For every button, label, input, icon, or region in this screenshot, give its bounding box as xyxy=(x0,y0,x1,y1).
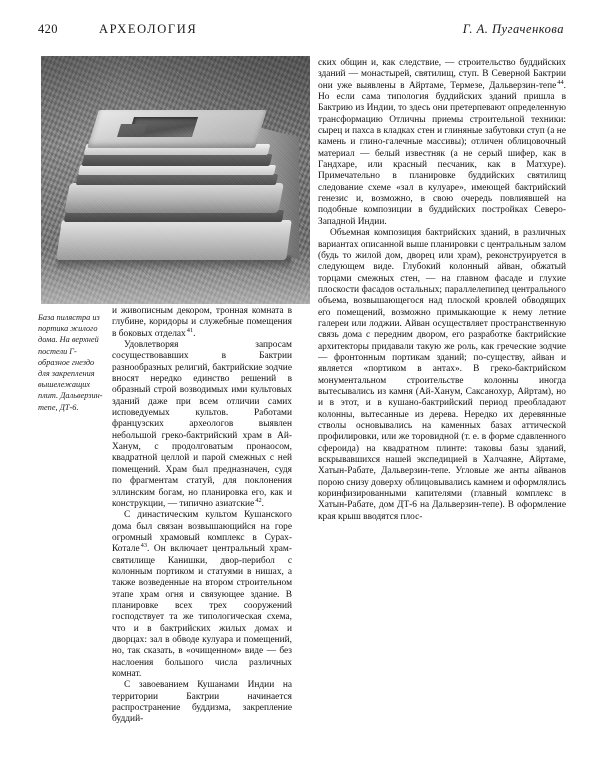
paragraph-text: Удовлетворяя запросам сосуществовавших в Бактрии разнообразных религий, бактрийские зодчие вносят нередко единство решений в образный строй возводимых ими культовых зданий даже при всем отличии самих исповедуемых культов. Работами французских археологов выявлен небольшой греко-бактрийский храм в Ай-Ханум, с продолговатым пронаосом, квадратной целлой и парой смежных с ней помещений. Храм был предназначен, судя по фрагментам статуй, для поклонения эллинским богам, но планировка его, как и конструкции, — типично азиатские xyxy=(112,340,292,509)
text-column-left xyxy=(112,306,292,726)
paragraph-tail: . xyxy=(261,498,264,509)
paragraph xyxy=(112,680,292,725)
paragraph-text: Объемная композиция бактрийских зданий, в различных вариантах описанной выше планировки с центральным залом (будь то жилой дом, дворец или храм), реконструируется в следующем виде. Глубокий колонный айван, обжатый торцами смежных стен, — на главном фасаде и глухие плоскости фасадов остальных; параллелепипед центрального объема, возвышающегося над плоской кровлей обводящих его помещений, возможно примыкающие к нему летние галереи или лоджии. Айван осуществляет пространственную связь дома с передним двором, его разработке бактрийские архитекторы придавали такую же роль, как греческие зодчие — фронтонным портикам зданий; по-существу, айван и является «портиком в антах». В греко-бактрийском монументальном строительстве колонны иногда вытесывались из камня (Ай-Ханум, Саксанохур, Айртам), но и в этот, и в кушано-бактрийский период преобладают колонны, вытесанные из дерева. Нередко их деревянные стволы основывались на каменных базах аттической профилировки, или же торовидной (т. е. в форме сдавленного сфероида) на квадратном плинте: таковы базы зданий, вскрывавшихся нашей экспедицией в Халчаяне, Айртаме, Хатын-Рабате, Дальверзин-тепе. Угловые же анты айванов порою снизу доверху облицовывались камнем и оформлялись коринфизированными капителями (главный комплекс в Хатын-Рабате, дом ДТ-6 на Дальверзин-тепе). В оформление края крыш вводятся плос- xyxy=(318,228,566,522)
section-title: АРХЕОЛОГИЯ xyxy=(99,22,198,36)
footnote-marker: 41 xyxy=(186,326,194,334)
footnote-marker: 43 xyxy=(140,542,148,550)
paragraph-text: ских общин и, как следствие, — строительство буддийских зданий — монастырей, святилищ, ступ. В Северной Бактрии они уже выявлены в Айртаме, Термезе, Дальверзин-тепе xyxy=(318,58,566,91)
figure-photograph xyxy=(41,56,310,304)
author-name: Г. А. Пугаченкова xyxy=(462,22,564,36)
paragraph xyxy=(112,306,292,340)
text-column-right xyxy=(318,58,566,523)
page-number: 420 xyxy=(38,22,58,36)
paragraph-tail: . Но если сама типология буддийских зданий пришла в Бактрию из Индии, то здесь они претерпевают определенную трансформацию Отличны приемы строительной техники: сырец и пахса в кладках стен и глиняные забутовки ступ (а не камень и глино-галечные массивы); отличен облицовочный материал — белый известняк (а не серый шифер, как в Гандхаре, или красный песчаник, как в Матхуре). Примечательно в планировке буддийских святилищ следование схеме «зал в кулуаре», имеющей бактрийский генезис и, возможно, в свою очередь повлиявшей на подобные композиции в буддийских постройках Северо-Западной Индии. xyxy=(318,80,566,227)
paragraph-text: и живописным декором, тронная комната в глубине, коридоры и служебные помещения в боковых отделах xyxy=(112,306,292,339)
footnote-marker: 42 xyxy=(255,496,262,504)
stone-shadow-a xyxy=(82,154,273,166)
paragraph-tail: . xyxy=(193,328,196,339)
paragraph xyxy=(112,340,292,510)
stone-pilaster-base-photograph xyxy=(41,56,310,304)
stone-torus xyxy=(64,183,284,213)
paragraph xyxy=(318,228,566,523)
stone-block xyxy=(57,110,295,274)
paragraph-tail: . Он включает центральный храм-святилище Канишки, двор-перибол с колонным портиком и статуями в нишах, а также возведенные на втором строительном этапе храм огня и связующее здание. В планировке всех трех сооружений господствует та же типологическая схема, что и в бактрийских жилых домах и дворцах: зал в обводе кулуара и помещений, но, так сказать, в «очищенном» виде — без наслоения большого числа различных комнат. xyxy=(112,544,292,679)
stone-fillet-b xyxy=(78,165,276,175)
l-shaped-socket-arm xyxy=(117,124,147,137)
paragraph-text: С завоеванием Кушанами Индии на территории Бактрии начинается распространение буддизма, закрепление буддий- xyxy=(112,680,292,725)
running-head xyxy=(0,22,600,40)
footnote-marker: 44 xyxy=(557,78,564,86)
paragraph-text: С династическим культом Кушанского дома был связан возвышающийся на горе огромный храмовый комплекс в Сурах-Котале xyxy=(112,510,292,555)
stone-shadow-b xyxy=(76,174,279,185)
stone-plinth xyxy=(56,220,292,260)
paragraph xyxy=(318,58,566,228)
figure-caption: База пилястра из портика жилого дома. На верхней постели Г-образное гнездо для закрепления вышележащих плит. Дальверзин-тепе, ДТ-6. xyxy=(38,313,103,412)
paragraph xyxy=(112,510,292,680)
